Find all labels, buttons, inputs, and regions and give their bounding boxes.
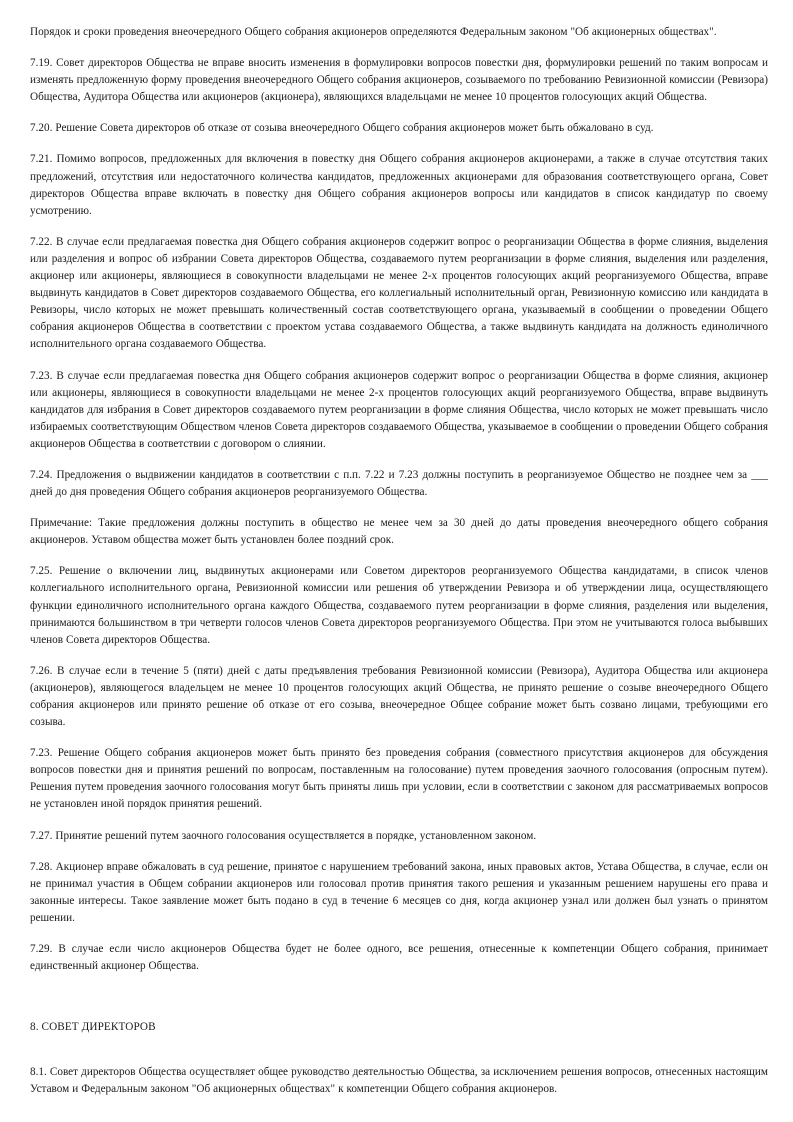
paragraph-clause-7-23: 7.23. В случае если предлагаемая повестка дня Общего собрания акционеров содержит вопрос о реорганизации Общества в форме слияния, акционер или акционеры, являющиеся в совокупности владельцами не менее 2-х процентов голосующих акций реорганизуемого Общества, вправе выдвинуть кандидатов для избрания в Совет директоров создаваемого путем реорганизации в форме слияния Общества, число которых не может превышать число избираемых соответствующим Обществом членов Совета директоров создаваемого Общества, указываемое в сообщении о проведении Общего собрания акционеров Общества в соответствии с договором о слиянии. (30, 369, 768, 450)
paragraph-clause-8-1: 8.1. Совет директоров Общества осуществляет общее руководство деятельностью Общества, за исключением решения вопросов, отнесенных настоящим Уставом и Федеральным законом "Об акционерных обществах" к компетенции Общего собрания акционеров. (30, 1066, 768, 1096)
paragraph-clause-7-21: 7.21. Помимо вопросов, предложенных для включения в повестку дня Общего собрания акционеров акционерами, а также в случае отсутствия таких предложений, отсутствия или недостаточного количества кандидатов, предложенных акционерами для образования соответствующего органа, Совет директоров Общества вправе включать в повестку дня Общего собрания акционеров вопросы или кандидатов в список кандидатур по своему усмотрению. (30, 153, 768, 217)
paragraph-intro-order-terms: Порядок и сроки проведения внеочередного Общего собрания акционеров определяются Федеральным законом "Об акционерных обществах". (30, 26, 717, 38)
section-spacer-above-heading (30, 989, 768, 1019)
paragraph-clause-7-26: 7.26. В случае если в течение 5 (пяти) дней с даты предъявления требования Ревизионной комиссии (Ревизора), Аудитора Общества или акционера (акционеров), являющегося владельцем не менее 10 процентов голосующих акций Общества, не принято решение о созыве внеочередного Общего собрания акционеров или принято решение об отказе от его созыва, внеочередное Общее собрание может быть созвано лицами, требующими его созыва. (30, 664, 768, 729)
paragraph-clause-7-25: 7.25. Решение о включении лиц, выдвинутых акционерами или Советом директоров реорганизуемого Общества кандидатами, в список членов коллегиального исполнительного органа, Ревизионной комиссии или решения об утверждении Ревизора и об утверждении лица, осуществляющего функции единоличного исполнительного органа каждого Общества, создаваемого путем реорганизации в форме слияния, разделения или выделения, принимаются большинством в три четверти голосов членов Совета директоров реорганизуемого Общества. При этом не учитываются голоса выбывших членов Совета директоров Общества. (30, 565, 768, 646)
paragraph-clause-7-28: 7.28. Акционер вправе обжаловать в суд решение, принятое с нарушением требований закона, иных правовых актов, Устава Общества, в случае, если он не принимал участия в Общем собрании акционеров или голосовал против принятия такого решения и указанным решением нарушены его права и законные интересы. Такое заявление может быть подано в суд в течение 6 месяцев со дня, когда акционер узнал или должен был узнать о принятом решении. (30, 860, 768, 924)
paragraph-clause-7-23-duplicate: 7.23. Решение Общего собрания акционеров может быть принято без проведения собрания (совместного присутствия акционеров для обсуждения вопросов повестки дня и принятия решений по вопросам, поставленным на голосование) путем проведения заочного голосования (опросным путем). Решения путем проведения заочного голосования могут быть приняты лишь при условии, если в соответствии с законом для рассматриваемых вопросов не установлен иной порядок принятия решений. (30, 747, 768, 811)
document-body (30, 24, 768, 1099)
section-heading-8: 8. СОВЕТ ДИРЕКТОРОВ (30, 1021, 156, 1034)
paragraph-clause-7-22: 7.22. В случае если предлагаемая повестка дня Общего собрания акционеров содержит вопрос о реорганизации Общества в форме слияния, выделения или разделения и вопрос об избрании Совета директоров Общества, создаваемого путем реорганизации в форме слияния, выделения или разделения, акционер или акционеры, являющиеся в совокупности владельцами не менее 2-х процентов голосующих акций реорганизуемого Общества, вправе выдвинуть кандидатов в Совет директоров создаваемого Общества, его коллегиальный исполнительный орган, Ревизионную комиссию или кандидата в Ревизоры, число которых не может превышать количественный состав соответствующего органа, указываемый в сообщении о проведении Общего собрания акционеров Общества в соответствии с проектом устава создаваемого Общества, а также выдвинуть кандидата на должность единоличного исполнительного органа создаваемого Общества. (30, 235, 768, 351)
paragraph-clause-7-27: 7.27. Принятие решений путем заочного голосования осуществляется в порядке, установленном законом. (30, 829, 537, 842)
paragraph-clause-7-20: 7.20. Решение Совета директоров об отказе от созыва внеочередного Общего собрания акционеров может быть обжаловано в суд. (30, 122, 654, 135)
paragraph-clause-7-29: 7.29. В случае если число акционеров Общества будет не более одного, все решения, отнесенные к компетенции Общего собрания, принимает единственный акционер Общества. (30, 943, 768, 973)
paragraph-clause-7-24: 7.24. Предложения о выдвижении кандидатов в соответствии с п.п. 7.22 и 7.23 должны поступить в реорганизуемое Общество не позднее чем за ___ дней до дня проведения Общего собрания акционеров реорганизуемого Общества. (30, 468, 768, 499)
paragraph-note-30-days: Примечание: Такие предложения должны поступить в общество не менее чем за 30 дней до даты проведения внеочередного общего собрания акционеров. Уставом общества может быть установлен более поздний срок. (30, 517, 768, 547)
section-spacer-below-heading (30, 1050, 768, 1064)
paragraph-clause-7-19: 7.19. Совет директоров Общества не вправе вносить изменения в формулировки вопросов повестки дня, формулировки решений по таким вопросам и изменять предложенную форму проведения внеочередного Общего собрания акционеров, созываемого по требованию Ревизионной комиссии (Ревизора) Общества, Аудитора Общества или акционеров (акционера), являющихся владельцами не менее 10 процентов голосующих акций Общества. (30, 57, 768, 104)
